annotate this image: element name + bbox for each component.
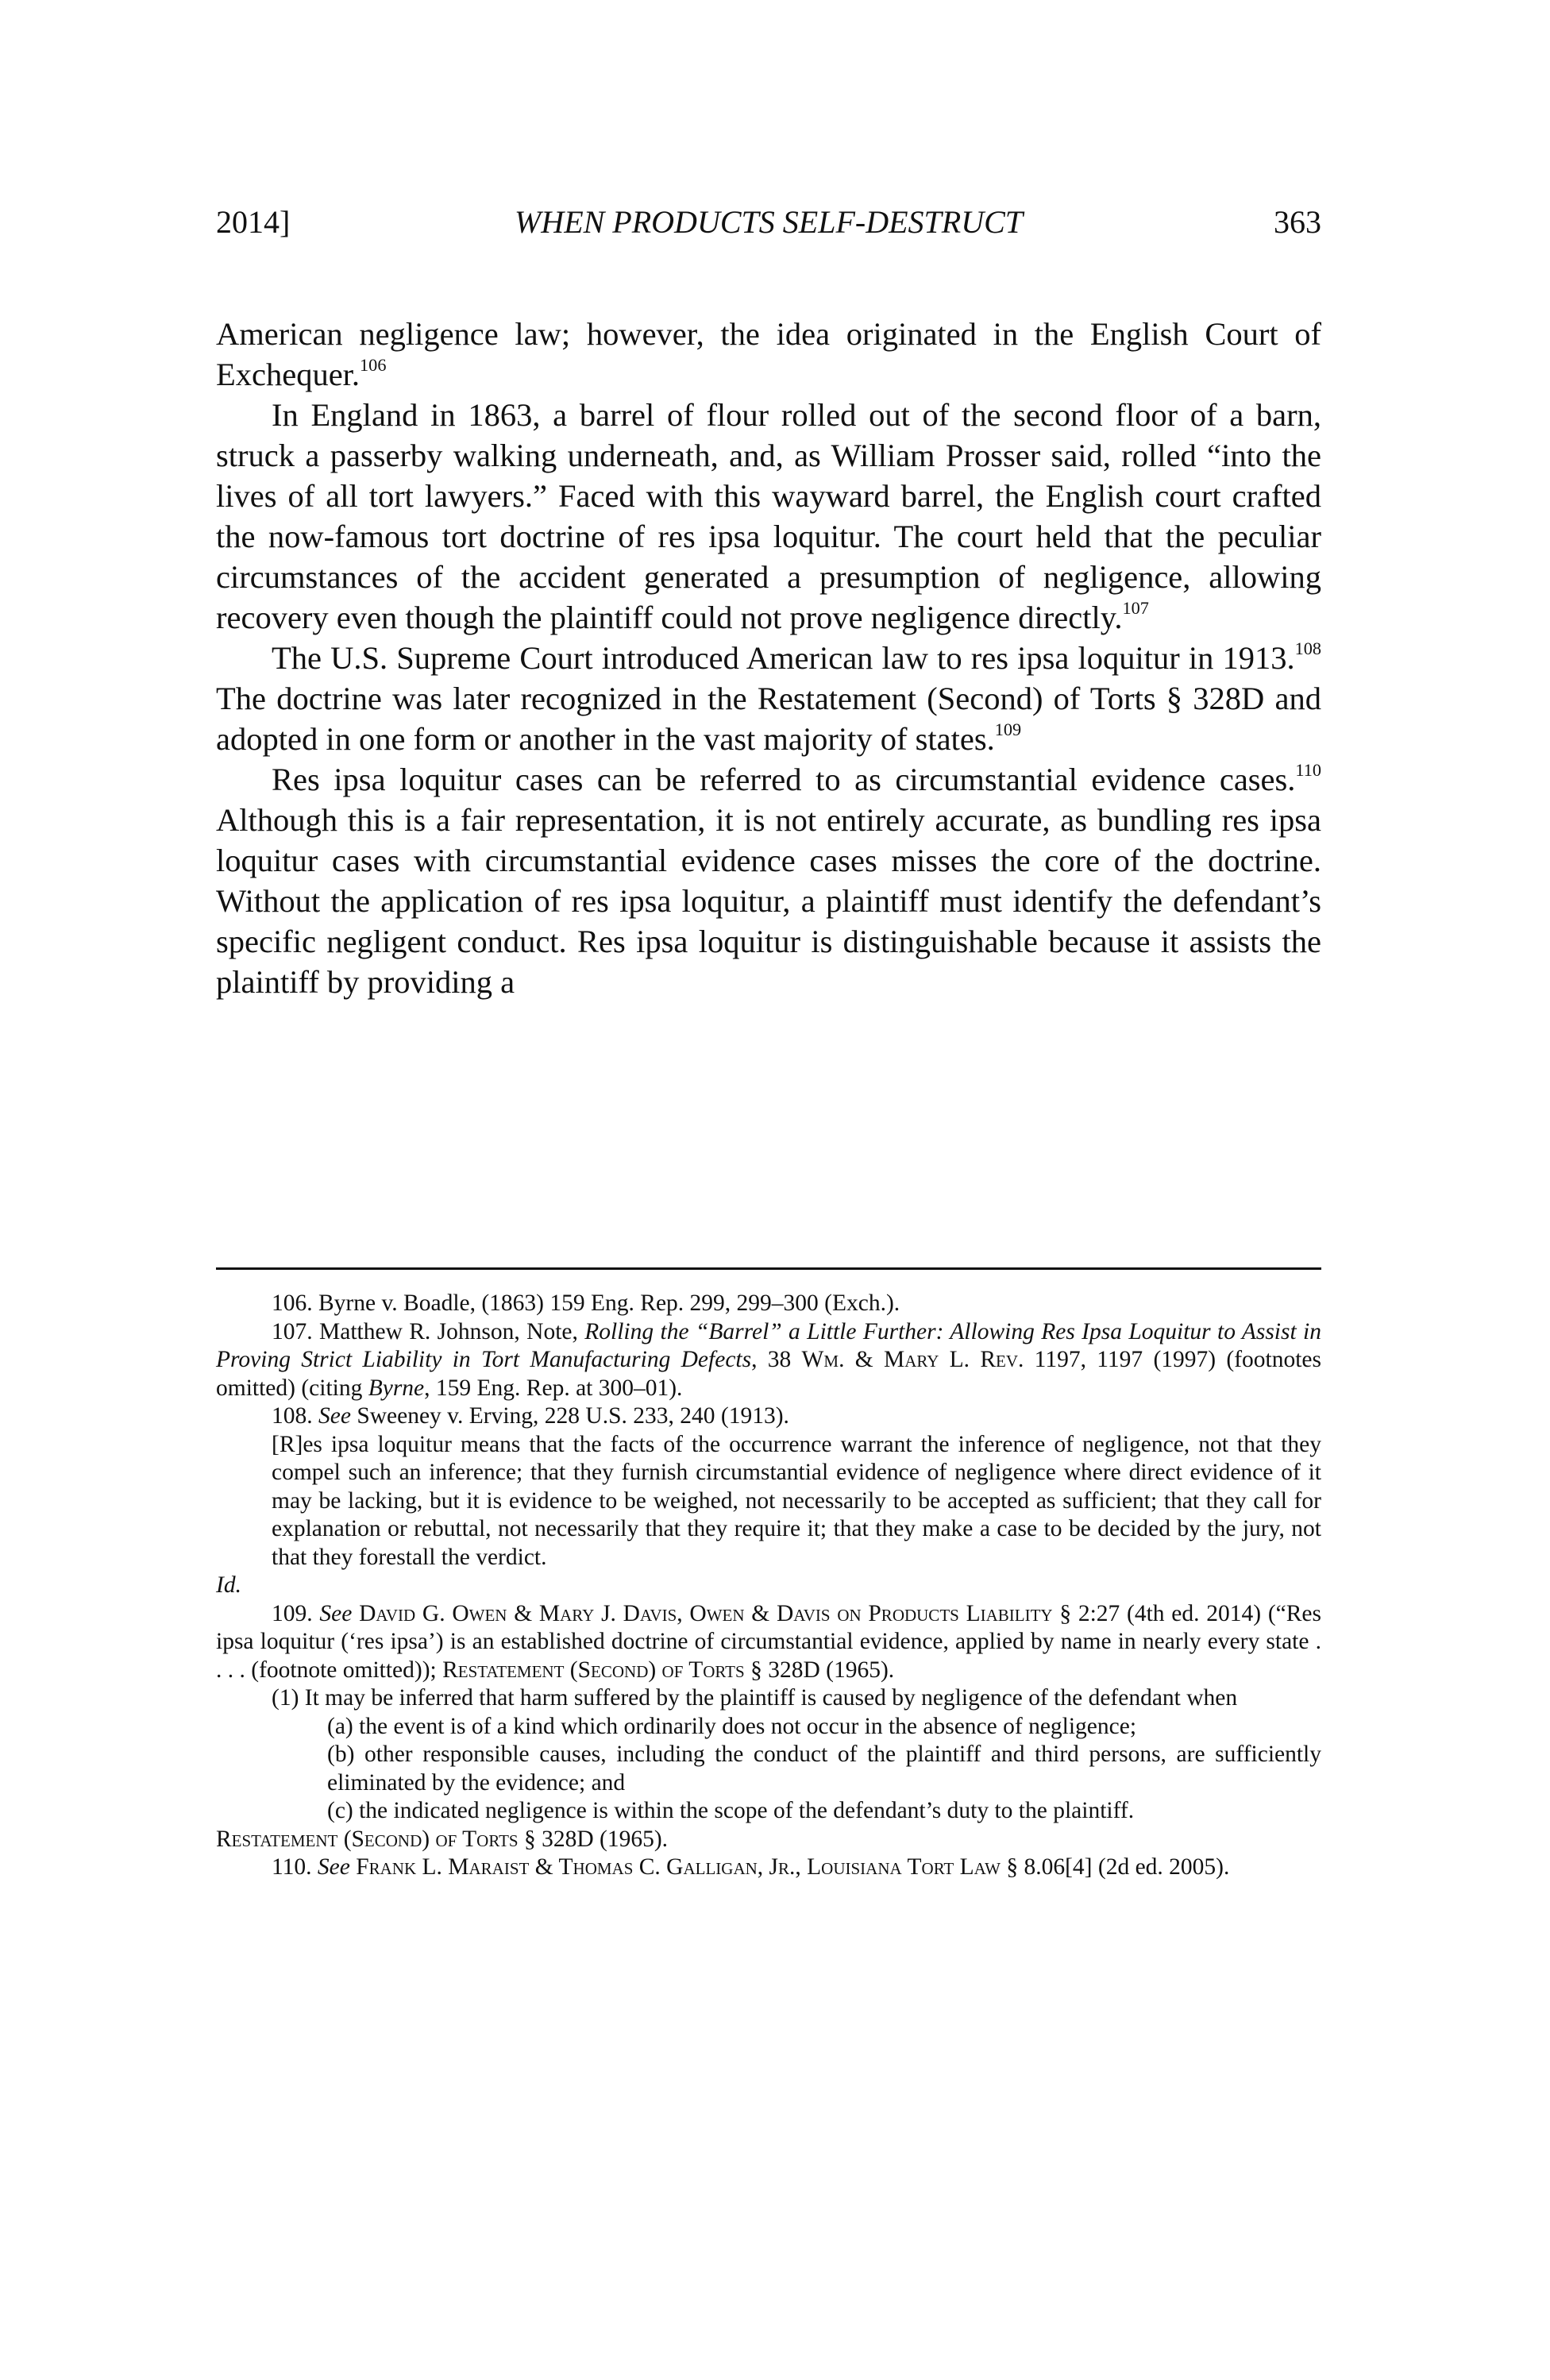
paragraph-4: Res ipsa loquitur cases can be referred to as circumstantial evidence cases.$^{110}$ Although this is a fair representation, it is not entirely accurate, as bundling res ipsa loquitur cases with circumstantial evidence cases misses the core of the doctrine. Without the application of res ipsa loquitur, a plaintiff must identify the defendant’s specific negligent conduct. Res ipsa loquitur is distinguishable because it assists the plaintiff by providing a: [216, 760, 1321, 1000]
footnote-109-quote-b: (b) other responsible causes, including the conduct of the plaintiff and third persons, are sufficiently eliminated by the evidence; and: [327, 1742, 1321, 1796]
main-text: [216, 314, 1321, 1002]
footnote-109-quote-1: (1) It may be inferred that harm suffered by the plaintiff is caused by negligence of the defendant when: [272, 1685, 1238, 1711]
footnote-108: 108. See Sweeney v. Erving, 228 U.S. 233, 240 (1913).: [272, 1403, 789, 1429]
footnote-divider: [216, 1267, 1321, 1270]
paragraph-1: American negligence law; however, the idea originated in the English Court of Exchequer.$^{106}$: [216, 316, 1321, 392]
footnote-107: 107. Matthew R. Johnson, Note, Rolling the “Barrel” a Little Further: Allowing Res Ipsa Loquitur to Assist in Proving Strict Liability in Tort Manufacturing Defects, 38 Wm. & Mary L. Rev. 1197, 1197 (1997) (footnotes omitted) (citing Byrne, 159 Eng. Rep. at 300–01).: [216, 1318, 1322, 1401]
footnote-108-block-quote: [R]es ipsa loquitur means that the facts of the occurrence warrant the inference of negligence, not that they compel such an inference; that they furnish circumstantial evidence of negligence where direct evidence of it may be lacking, but it is evidence to be weighed, not necessarily to be accepted as sufficient; that they call for explanation or rebuttal, not necessarily that they require it; that they make a case to be decided by the jury, not that they forestall the verdict.: [272, 1431, 1321, 1570]
footnote-106: 106. Byrne v. Boadle, (1863) 159 Eng. Rep. 299, 299–300 (Exch.).: [272, 1290, 900, 1316]
footnote-ref-110: 110: [1295, 760, 1321, 781]
page-number: 363: [1274, 204, 1321, 240]
running-header: [216, 199, 1321, 246]
header-year: 2014]: [216, 204, 291, 240]
footnotes: [216, 1290, 1321, 1882]
footnote-ref-109: 109: [994, 719, 1022, 740]
footnote-ref-108: 108: [1294, 638, 1321, 659]
paragraph-3: The U.S. Supreme Court introduced American law to res ipsa loquitur in 1913.$^{108}$ The doctrine was later recognized in the Restatement (Second) of Torts § 328D and adopted in one form or another in the vast majority of states.$^{109}$: [216, 638, 1321, 757]
footnote-ref-106: 106: [360, 355, 387, 376]
footnote-ref-107: 107: [1122, 598, 1149, 619]
footnote-109-citation: Restatement (Second) of Torts § 328D (1965).: [216, 1826, 669, 1852]
footnote-109-quote-c: (c) the indicated negligence is within the scope of the defendant’s duty to the plaintiff.: [327, 1798, 1135, 1823]
header-title: WHEN PRODUCTS SELF-DESTRUCT: [514, 204, 1024, 240]
paragraph-2: In England in 1863, a barrel of flour rolled out of the second floor of a barn, struck a passerby walking underneath, and, as William Prosser said, rolled “into the lives of all tort lawyers.” Faced with this wayward barrel, the English court crafted the now-famous tort doctrine of res ipsa loquitur. The court held that the peculiar circumstances of the accident generated a presumption of negligence, allowing recovery even though the plaintiff could not prove negligence directly.$^{107}$: [216, 397, 1321, 635]
footnote-108-id: Id.: [216, 1572, 241, 1598]
footnote-109-quote-a: (a) the event is of a kind which ordinarily does not occur in the absence of negligence;: [327, 1713, 1137, 1739]
footnote-110: 110. See Frank L. Maraist & Thomas C. Galligan, Jr., Louisiana Tort Law § 8.06[4] (2d ed. 2005).: [272, 1854, 1230, 1880]
footnote-109: 109. See David G. Owen & Mary J. Davis, Owen & Davis on Products Liability § 2:27 (4th ed. 2014) (“Res ipsa loquitur (‘res ipsa’) is an established doctrine of circumstantial evidence, applied by name in nearly every state . . . . (footnote omitted)); Restatement (Second) of Torts § 328D (1965).: [216, 1600, 1322, 1683]
